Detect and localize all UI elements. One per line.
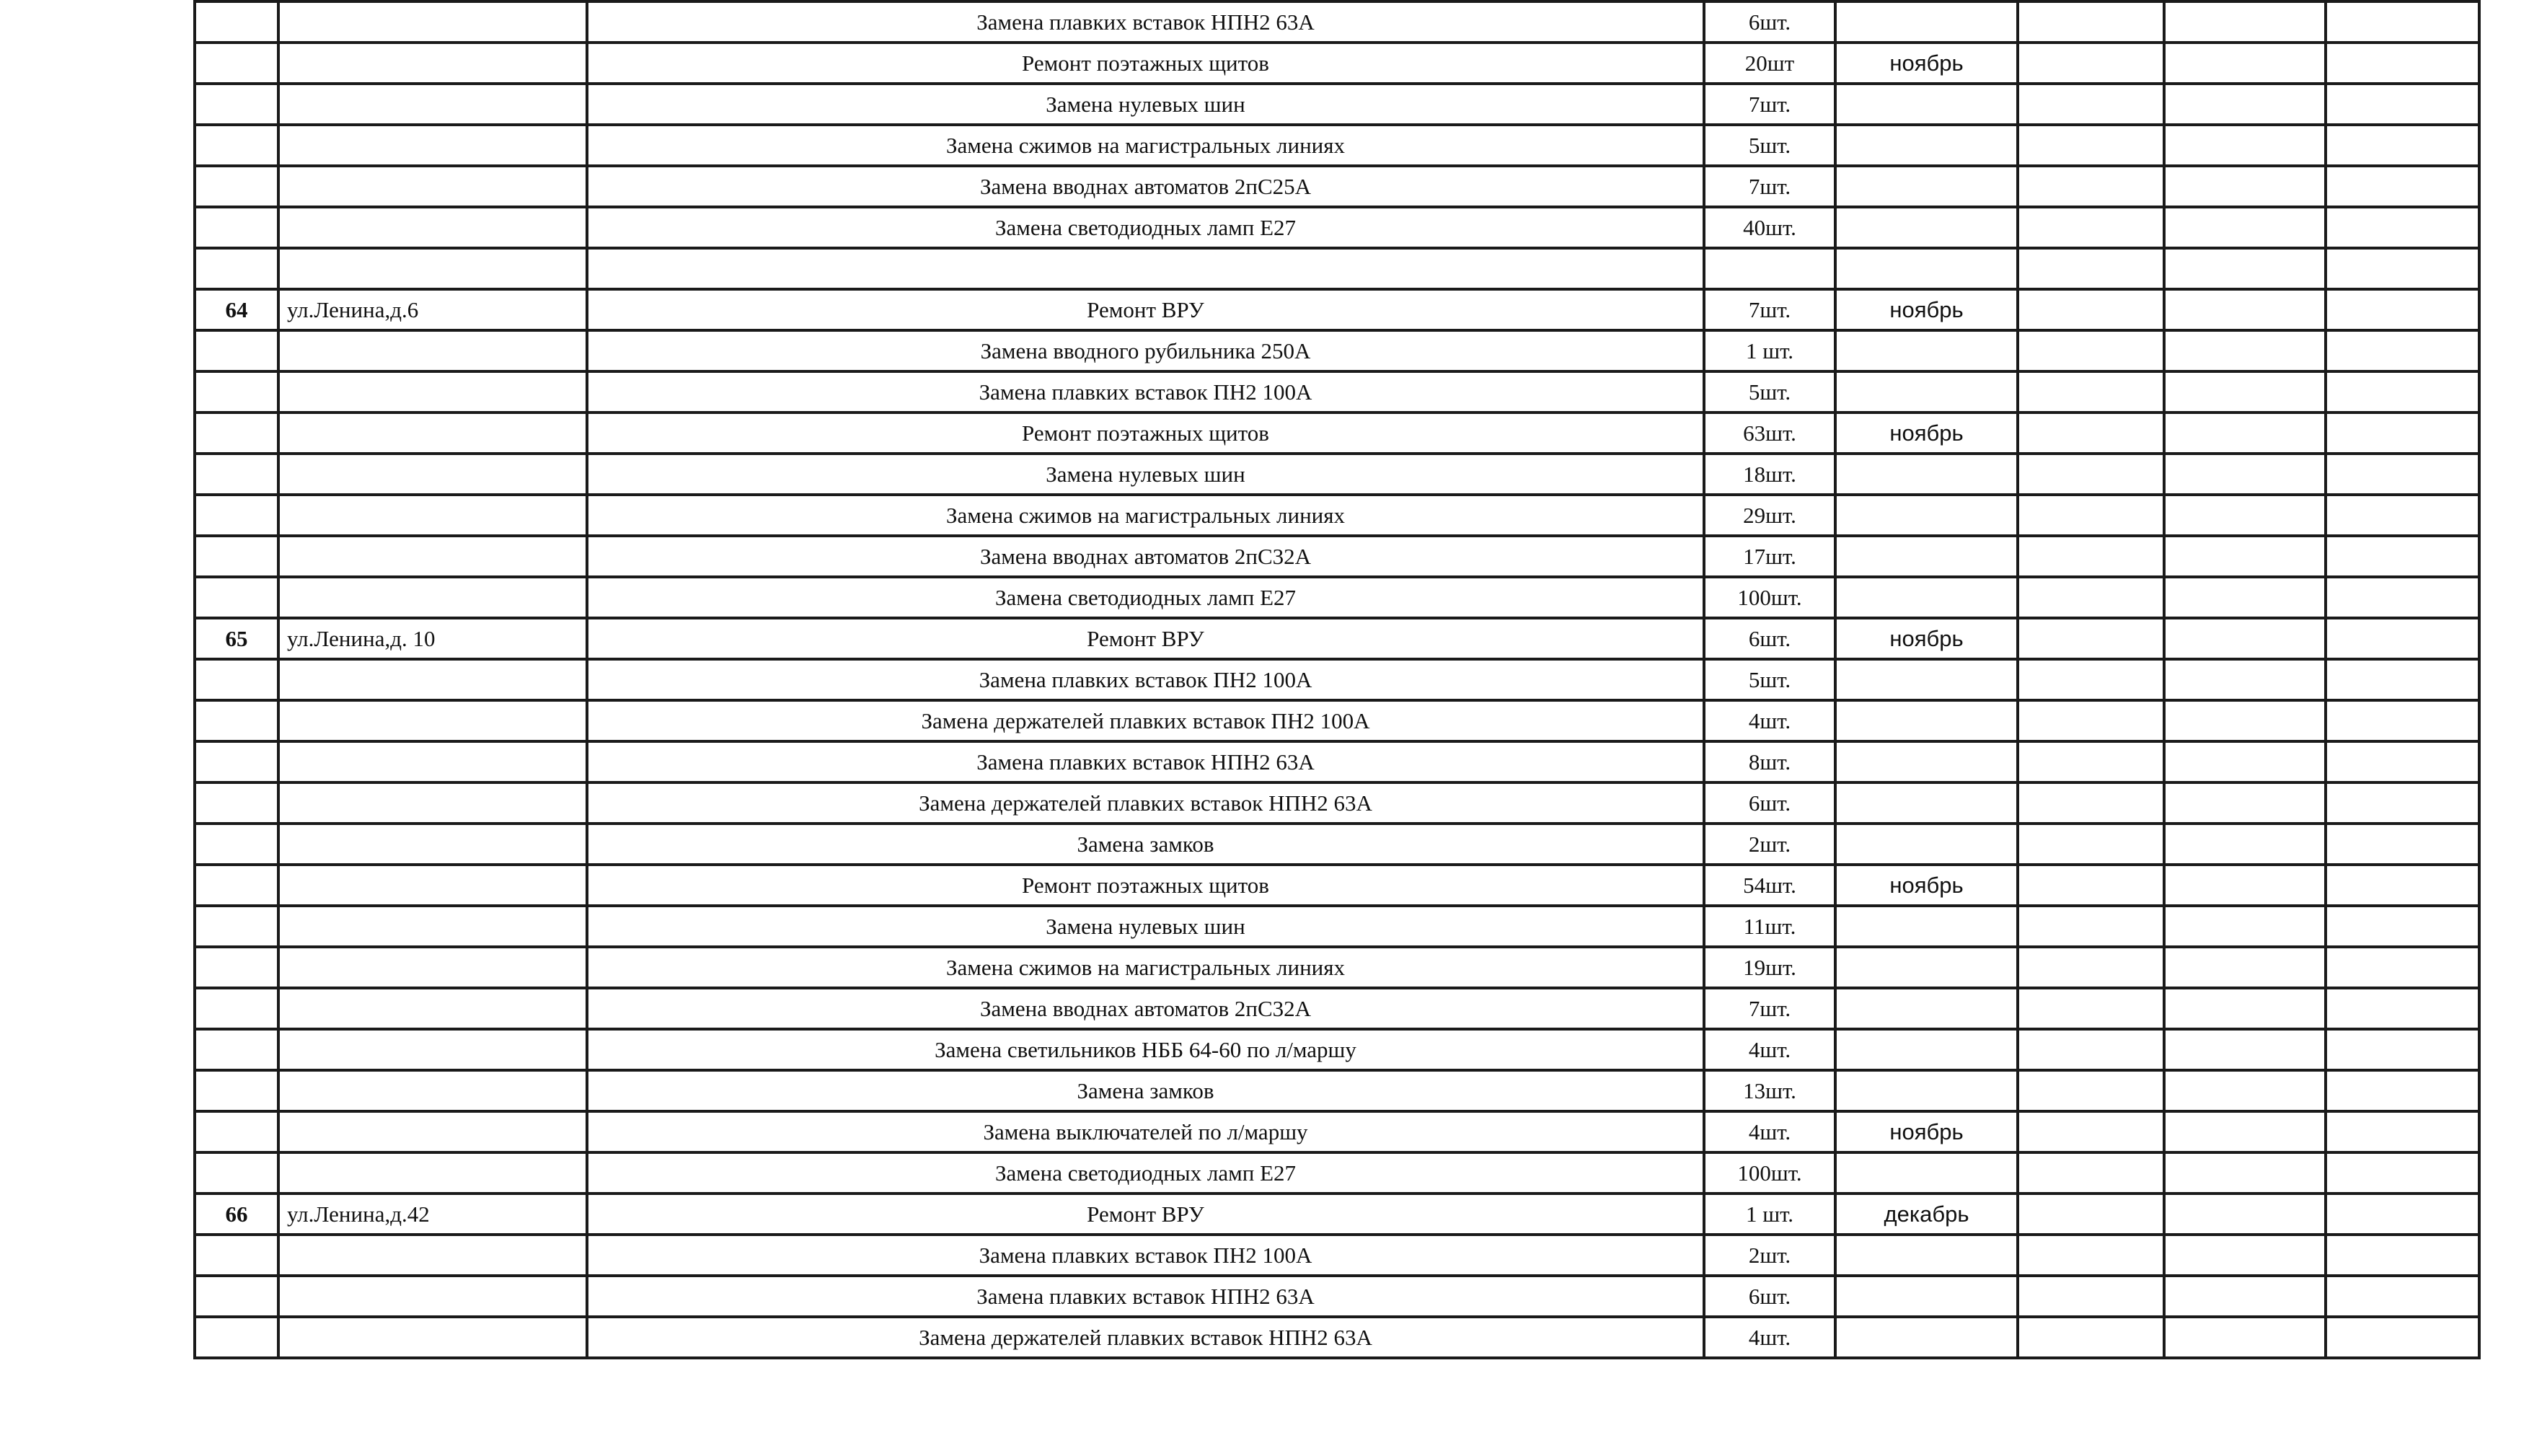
address-cell — [278, 495, 587, 536]
quantity-cell: 11шт. — [1704, 906, 1835, 947]
empty-cell — [2326, 1276, 2479, 1317]
work-description-cell: Ремонт поэтажных щитов — [587, 43, 1704, 84]
work-description-cell: Ремонт ВРУ — [587, 1194, 1704, 1235]
row-number-cell — [195, 248, 278, 289]
empty-cell — [2326, 43, 2479, 84]
row-number-cell — [195, 371, 278, 412]
table-row — [195, 618, 2479, 659]
quantity-cell: 7шт. — [1704, 289, 1835, 330]
work-description-cell: Замена держателей плавких вставок НПН2 63А — [587, 1317, 1704, 1358]
address-cell — [278, 371, 587, 412]
empty-cell — [2018, 906, 2164, 947]
table-row — [195, 207, 2479, 248]
address-cell — [278, 1276, 587, 1317]
address-cell — [278, 988, 587, 1029]
empty-cell — [2326, 782, 2479, 824]
empty-cell — [2018, 371, 2164, 412]
work-description-cell — [587, 248, 1704, 289]
empty-cell — [2326, 1194, 2479, 1235]
month-cell — [1835, 1, 2018, 43]
address-cell: ул.Ленина,д.6 — [278, 289, 587, 330]
table-row — [195, 1235, 2479, 1276]
empty-cell — [2326, 700, 2479, 741]
month-cell: декабрь — [1835, 1194, 2018, 1235]
month-cell — [1835, 330, 2018, 371]
empty-cell — [2018, 1317, 2164, 1358]
empty-cell — [2164, 700, 2326, 741]
quantity-cell: 4шт. — [1704, 700, 1835, 741]
empty-cell — [2018, 495, 2164, 536]
row-number-cell — [195, 1317, 278, 1358]
month-cell — [1835, 824, 2018, 865]
empty-cell — [2164, 1, 2326, 43]
quantity-cell: 5шт. — [1704, 659, 1835, 700]
address-cell — [278, 700, 587, 741]
empty-cell — [2018, 1152, 2164, 1194]
address-cell: ул.Ленина,д. 10 — [278, 618, 587, 659]
address-cell — [278, 207, 587, 248]
address-cell — [278, 947, 587, 988]
month-cell: ноябрь — [1835, 289, 2018, 330]
work-description-cell: Замена светильников НББ 64-60 по л/маршу — [587, 1029, 1704, 1070]
table-row — [195, 1070, 2479, 1111]
row-number-cell — [195, 906, 278, 947]
work-description-cell: Замена плавких вставок ПН2 100А — [587, 659, 1704, 700]
quantity-cell: 63шт. — [1704, 412, 1835, 454]
quantity-cell: 6шт. — [1704, 782, 1835, 824]
empty-cell — [2326, 1152, 2479, 1194]
quantity-cell: 8шт. — [1704, 741, 1835, 782]
address-cell — [278, 1235, 587, 1276]
empty-cell — [2164, 166, 2326, 207]
month-cell: ноябрь — [1835, 1111, 2018, 1152]
quantity-cell: 7шт. — [1704, 988, 1835, 1029]
row-number-cell — [195, 454, 278, 495]
row-number-cell — [195, 1235, 278, 1276]
work-description-cell: Замена держателей плавких вставок НПН2 63А — [587, 782, 1704, 824]
empty-cell — [2326, 371, 2479, 412]
empty-cell — [2164, 84, 2326, 125]
work-description-cell: Замена замков — [587, 824, 1704, 865]
address-cell: ул.Ленина,д.42 — [278, 1194, 587, 1235]
empty-cell — [2018, 1111, 2164, 1152]
empty-cell — [2164, 618, 2326, 659]
table-row — [195, 289, 2479, 330]
quantity-cell: 4шт. — [1704, 1111, 1835, 1152]
month-cell — [1835, 906, 2018, 947]
month-cell — [1835, 1276, 2018, 1317]
row-number-cell — [195, 1, 278, 43]
empty-cell — [2018, 700, 2164, 741]
work-description-cell: Замена вводнах автоматов 2пС25А — [587, 166, 1704, 207]
table-row — [195, 577, 2479, 618]
row-number-cell — [195, 43, 278, 84]
empty-cell — [2164, 1111, 2326, 1152]
quantity-cell: 29шт. — [1704, 495, 1835, 536]
work-description-cell: Замена плавких вставок НПН2 63А — [587, 1276, 1704, 1317]
work-description-cell: Замена вводного рубильника 250А — [587, 330, 1704, 371]
row-number-cell — [195, 125, 278, 166]
month-cell — [1835, 1317, 2018, 1358]
empty-cell — [2018, 454, 2164, 495]
empty-cell — [2018, 330, 2164, 371]
work-description-cell: Замена выключателей по л/маршу — [587, 1111, 1704, 1152]
work-description-cell: Замена замков — [587, 1070, 1704, 1111]
address-cell — [278, 782, 587, 824]
address-cell — [278, 906, 587, 947]
quantity-cell: 5шт. — [1704, 125, 1835, 166]
empty-cell — [2018, 988, 2164, 1029]
empty-cell — [2018, 43, 2164, 84]
address-cell — [278, 330, 587, 371]
quantity-cell: 1 шт. — [1704, 1194, 1835, 1235]
address-cell — [278, 125, 587, 166]
table-row — [195, 495, 2479, 536]
work-description-cell: Замена светодиодных ламп Е27 — [587, 207, 1704, 248]
table-row — [195, 1029, 2479, 1070]
empty-cell — [2018, 1, 2164, 43]
empty-cell — [2326, 988, 2479, 1029]
month-cell: ноябрь — [1835, 412, 2018, 454]
empty-cell — [2326, 207, 2479, 248]
work-description-cell: Замена вводнах автоматов 2пС32А — [587, 988, 1704, 1029]
work-description-cell: Ремонт ВРУ — [587, 618, 1704, 659]
row-number-cell — [195, 577, 278, 618]
address-cell — [278, 1029, 587, 1070]
empty-cell — [2018, 412, 2164, 454]
quantity-cell: 6шт. — [1704, 618, 1835, 659]
work-description-cell: Замена плавких вставок ПН2 100А — [587, 371, 1704, 412]
empty-cell — [2326, 906, 2479, 947]
row-number-cell — [195, 741, 278, 782]
row-number-cell — [195, 1111, 278, 1152]
work-description-cell: Замена сжимов на магистральных линиях — [587, 495, 1704, 536]
empty-cell — [2326, 1235, 2479, 1276]
row-number-cell — [195, 495, 278, 536]
table-row — [195, 659, 2479, 700]
empty-cell — [2164, 1317, 2326, 1358]
empty-cell — [2018, 618, 2164, 659]
empty-cell — [2326, 618, 2479, 659]
quantity-cell — [1704, 248, 1835, 289]
quantity-cell: 20шт — [1704, 43, 1835, 84]
month-cell: ноябрь — [1835, 865, 2018, 906]
empty-cell — [2326, 454, 2479, 495]
empty-cell — [2018, 536, 2164, 577]
empty-cell — [2164, 865, 2326, 906]
table-row — [195, 248, 2479, 289]
empty-cell — [2326, 1111, 2479, 1152]
table-row — [195, 1194, 2479, 1235]
quantity-cell: 4шт. — [1704, 1029, 1835, 1070]
table-row — [195, 782, 2479, 824]
empty-cell — [2164, 536, 2326, 577]
row-number-cell — [195, 824, 278, 865]
row-number-cell — [195, 330, 278, 371]
empty-cell — [2326, 947, 2479, 988]
month-cell — [1835, 371, 2018, 412]
empty-cell — [2164, 289, 2326, 330]
month-cell — [1835, 577, 2018, 618]
empty-cell — [2018, 824, 2164, 865]
table-row — [195, 125, 2479, 166]
row-number-cell — [195, 1276, 278, 1317]
empty-cell — [2018, 1235, 2164, 1276]
empty-cell — [2018, 782, 2164, 824]
month-cell — [1835, 988, 2018, 1029]
empty-cell — [2326, 865, 2479, 906]
table-row — [195, 824, 2479, 865]
address-cell — [278, 1111, 587, 1152]
row-number-cell: 66 — [195, 1194, 278, 1235]
month-cell — [1835, 495, 2018, 536]
table-row — [195, 166, 2479, 207]
empty-cell — [2018, 289, 2164, 330]
empty-cell — [2018, 659, 2164, 700]
empty-cell — [2326, 166, 2479, 207]
empty-cell — [2326, 1317, 2479, 1358]
empty-cell — [2018, 741, 2164, 782]
table-body — [195, 1, 2479, 1358]
empty-cell — [2164, 824, 2326, 865]
row-number-cell — [195, 865, 278, 906]
work-description-cell: Замена светодиодных ламп Е27 — [587, 577, 1704, 618]
address-cell — [278, 1, 587, 43]
address-cell — [278, 577, 587, 618]
work-description-cell: Замена вводнах автоматов 2пС32А — [587, 536, 1704, 577]
empty-cell — [2164, 659, 2326, 700]
month-cell — [1835, 1235, 2018, 1276]
empty-cell — [2164, 741, 2326, 782]
quantity-cell: 100шт. — [1704, 1152, 1835, 1194]
work-description-cell: Замена сжимов на магистральных линиях — [587, 125, 1704, 166]
empty-cell — [2326, 741, 2479, 782]
empty-cell — [2164, 1235, 2326, 1276]
month-cell — [1835, 166, 2018, 207]
quantity-cell: 19шт. — [1704, 947, 1835, 988]
work-description-cell: Замена нулевых шин — [587, 906, 1704, 947]
table-row — [195, 412, 2479, 454]
empty-cell — [2018, 248, 2164, 289]
empty-cell — [2018, 125, 2164, 166]
month-cell — [1835, 536, 2018, 577]
empty-cell — [2164, 125, 2326, 166]
month-cell — [1835, 125, 2018, 166]
row-number-cell — [195, 84, 278, 125]
month-cell — [1835, 1029, 2018, 1070]
empty-cell — [2018, 1070, 2164, 1111]
empty-cell — [2018, 865, 2164, 906]
table-row — [195, 988, 2479, 1029]
empty-cell — [2164, 947, 2326, 988]
empty-cell — [2164, 1070, 2326, 1111]
empty-cell — [2326, 1070, 2479, 1111]
empty-cell — [2018, 1194, 2164, 1235]
empty-cell — [2164, 906, 2326, 947]
table-row — [195, 1276, 2479, 1317]
empty-cell — [2164, 207, 2326, 248]
empty-cell — [2326, 659, 2479, 700]
quantity-cell: 6шт. — [1704, 1276, 1835, 1317]
empty-cell — [2164, 1152, 2326, 1194]
row-number-cell — [195, 412, 278, 454]
quantity-cell: 2шт. — [1704, 1235, 1835, 1276]
address-cell — [278, 43, 587, 84]
empty-cell — [2326, 577, 2479, 618]
table-row — [195, 84, 2479, 125]
empty-cell — [2164, 988, 2326, 1029]
table-row — [195, 43, 2479, 84]
row-number-cell: 65 — [195, 618, 278, 659]
row-number-cell — [195, 166, 278, 207]
month-cell — [1835, 454, 2018, 495]
row-number-cell — [195, 1152, 278, 1194]
work-description-cell: Замена нулевых шин — [587, 84, 1704, 125]
empty-cell — [2164, 1029, 2326, 1070]
work-description-cell: Замена плавких вставок НПН2 63А — [587, 1, 1704, 43]
month-cell — [1835, 207, 2018, 248]
work-description-cell: Замена плавких вставок НПН2 63А — [587, 741, 1704, 782]
row-number-cell — [195, 700, 278, 741]
empty-cell — [2164, 43, 2326, 84]
empty-cell — [2164, 248, 2326, 289]
empty-cell — [2018, 84, 2164, 125]
table-row — [195, 1, 2479, 43]
address-cell — [278, 741, 587, 782]
work-description-cell: Замена сжимов на магистральных линиях — [587, 947, 1704, 988]
row-number-cell — [195, 536, 278, 577]
table-row — [195, 700, 2479, 741]
empty-cell — [2018, 1029, 2164, 1070]
work-schedule-table — [193, 0, 2481, 1359]
quantity-cell: 40шт. — [1704, 207, 1835, 248]
empty-cell — [2018, 207, 2164, 248]
empty-cell — [2164, 1194, 2326, 1235]
row-number-cell — [195, 988, 278, 1029]
quantity-cell: 4шт. — [1704, 1317, 1835, 1358]
row-number-cell — [195, 659, 278, 700]
empty-cell — [2326, 84, 2479, 125]
table-row — [195, 454, 2479, 495]
month-cell — [1835, 700, 2018, 741]
empty-cell — [2326, 1, 2479, 43]
empty-cell — [2164, 1276, 2326, 1317]
empty-cell — [2164, 330, 2326, 371]
quantity-cell: 100шт. — [1704, 577, 1835, 618]
row-number-cell — [195, 1029, 278, 1070]
row-number-cell — [195, 947, 278, 988]
empty-cell — [2164, 412, 2326, 454]
address-cell — [278, 1317, 587, 1358]
month-cell — [1835, 1152, 2018, 1194]
table-row — [195, 1111, 2479, 1152]
empty-cell — [2326, 536, 2479, 577]
address-cell — [278, 412, 587, 454]
quantity-cell: 13шт. — [1704, 1070, 1835, 1111]
quantity-cell: 1 шт. — [1704, 330, 1835, 371]
table-row — [195, 330, 2479, 371]
address-cell — [278, 84, 587, 125]
table-row — [195, 906, 2479, 947]
quantity-cell: 7шт. — [1704, 84, 1835, 125]
address-cell — [278, 536, 587, 577]
month-cell: ноябрь — [1835, 618, 2018, 659]
month-cell — [1835, 1070, 2018, 1111]
month-cell — [1835, 248, 2018, 289]
month-cell: ноябрь — [1835, 43, 2018, 84]
empty-cell — [2018, 1276, 2164, 1317]
address-cell — [278, 659, 587, 700]
empty-cell — [2018, 166, 2164, 207]
empty-cell — [2164, 495, 2326, 536]
row-number-cell — [195, 1070, 278, 1111]
quantity-cell: 17шт. — [1704, 536, 1835, 577]
empty-cell — [2326, 248, 2479, 289]
quantity-cell: 6шт. — [1704, 1, 1835, 43]
work-description-cell: Ремонт ВРУ — [587, 289, 1704, 330]
table-row — [195, 536, 2479, 577]
quantity-cell: 5шт. — [1704, 371, 1835, 412]
empty-cell — [2326, 330, 2479, 371]
address-cell — [278, 1070, 587, 1111]
empty-cell — [2164, 371, 2326, 412]
empty-cell — [2326, 1029, 2479, 1070]
empty-cell — [2018, 577, 2164, 618]
work-description-cell: Замена плавких вставок ПН2 100А — [587, 1235, 1704, 1276]
work-description-cell: Ремонт поэтажных щитов — [587, 865, 1704, 906]
address-cell — [278, 166, 587, 207]
quantity-cell: 18шт. — [1704, 454, 1835, 495]
month-cell — [1835, 782, 2018, 824]
address-cell — [278, 865, 587, 906]
work-description-cell: Замена держателей плавких вставок ПН2 100А — [587, 700, 1704, 741]
quantity-cell: 2шт. — [1704, 824, 1835, 865]
quantity-cell: 7шт. — [1704, 166, 1835, 207]
month-cell — [1835, 659, 2018, 700]
table-row — [195, 371, 2479, 412]
address-cell — [278, 454, 587, 495]
row-number-cell — [195, 782, 278, 824]
address-cell — [278, 824, 587, 865]
month-cell — [1835, 947, 2018, 988]
work-description-cell: Ремонт поэтажных щитов — [587, 412, 1704, 454]
empty-cell — [2326, 412, 2479, 454]
empty-cell — [2326, 824, 2479, 865]
table-row — [195, 1317, 2479, 1358]
quantity-cell: 54шт. — [1704, 865, 1835, 906]
month-cell — [1835, 84, 2018, 125]
empty-cell — [2326, 495, 2479, 536]
address-cell — [278, 248, 587, 289]
table-row — [195, 741, 2479, 782]
row-number-cell — [195, 207, 278, 248]
table-row — [195, 947, 2479, 988]
empty-cell — [2164, 577, 2326, 618]
empty-cell — [2326, 289, 2479, 330]
month-cell — [1835, 741, 2018, 782]
table-row — [195, 1152, 2479, 1194]
empty-cell — [2018, 947, 2164, 988]
empty-cell — [2326, 125, 2479, 166]
address-cell — [278, 1152, 587, 1194]
row-number-cell: 64 — [195, 289, 278, 330]
work-description-cell: Замена светодиодных ламп Е27 — [587, 1152, 1704, 1194]
empty-cell — [2164, 454, 2326, 495]
work-description-cell: Замена нулевых шин — [587, 454, 1704, 495]
empty-cell — [2164, 782, 2326, 824]
table-row — [195, 865, 2479, 906]
